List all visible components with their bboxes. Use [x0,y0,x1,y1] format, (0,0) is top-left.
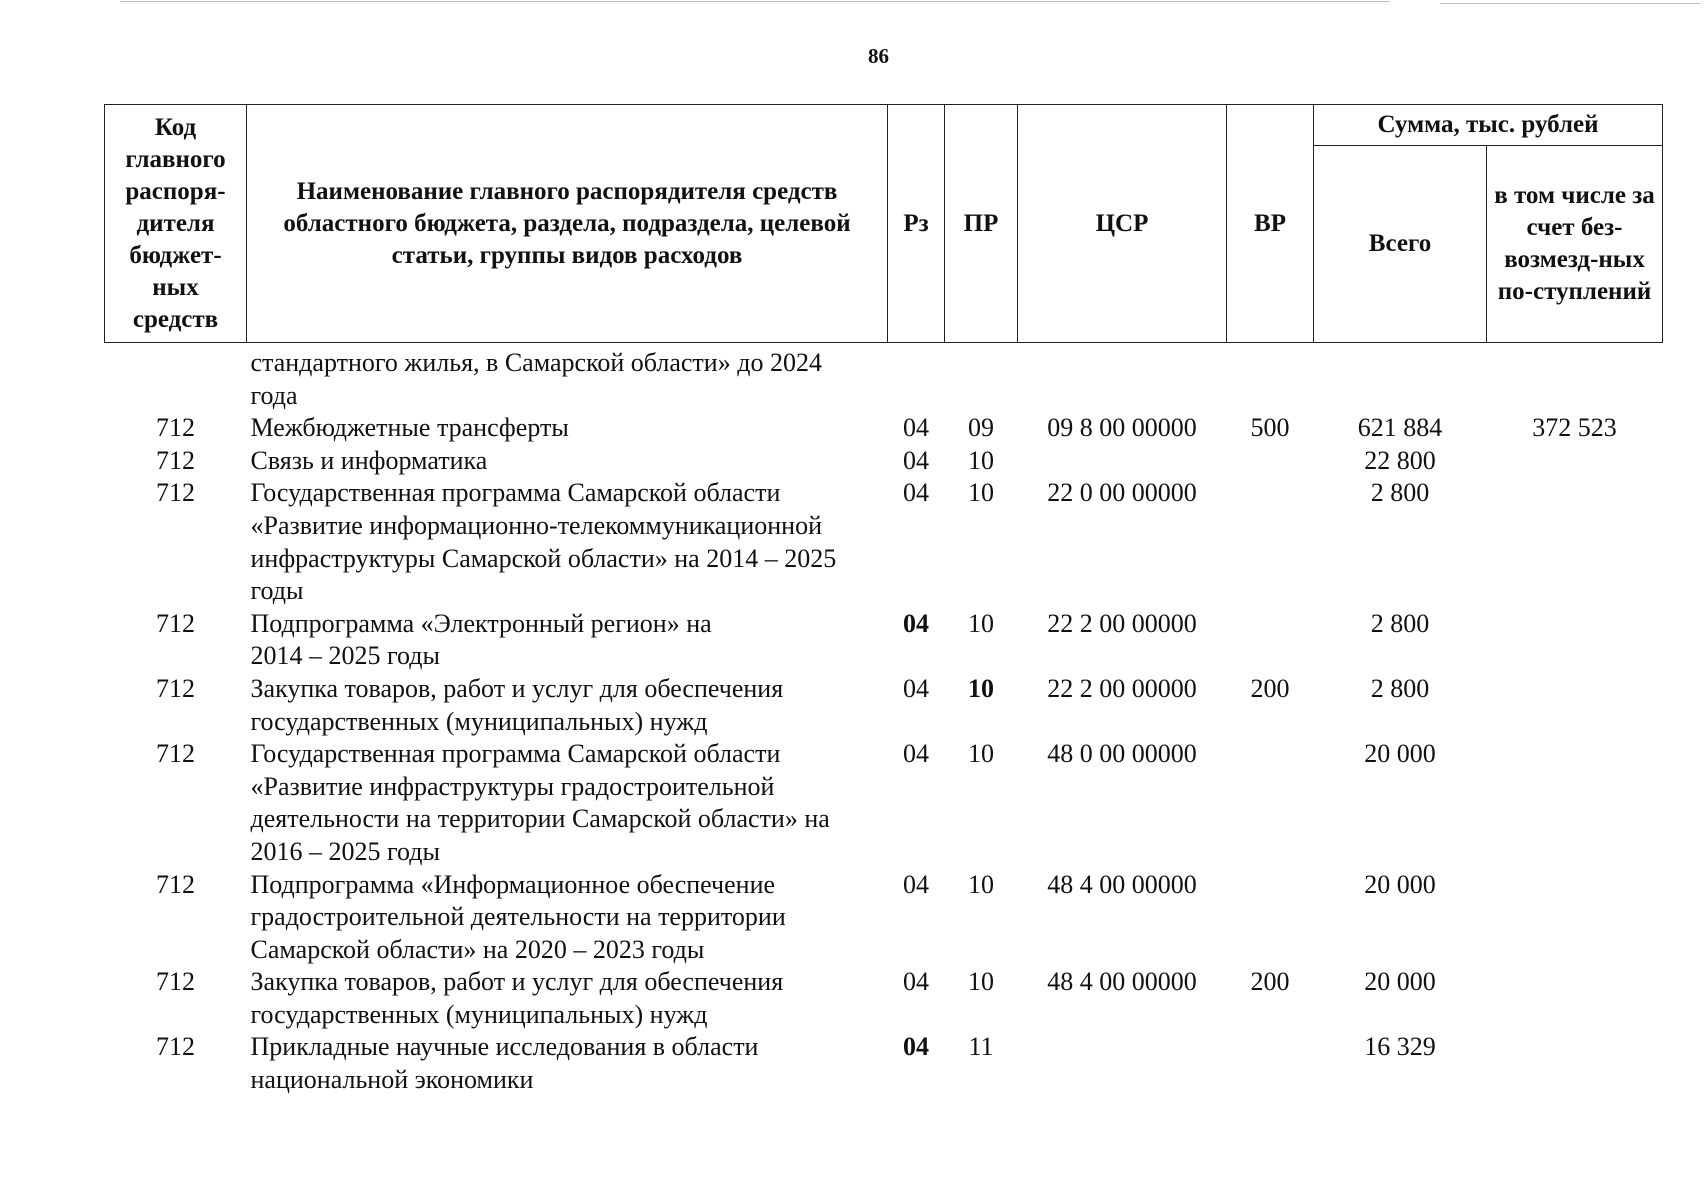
table-row [105,1031,1663,1096]
page-number: 86 [868,44,889,68]
cell-total: 621 884 [1357,413,1443,443]
header-gratuitous: в том числе за счет без-возмезд-ных по-ступлений [1487,146,1663,343]
header-name: Наименование главного распорядителя средств областного бюджета, раздела, подраздела, целевой статьи, группы видов расходов [247,105,888,343]
cell-code: 712 [156,478,195,508]
cell-csr [1018,445,1227,478]
header-pr: ПР [945,105,1018,343]
cell-name: Закупка товаров, работ и услуг для обеспечения государственных (муниципальных) нужд [250,967,784,1029]
cell-gratuitous [1487,608,1663,673]
cell-pr: 09 [968,413,994,443]
header-sum: Сумма, тыс. рублей [1314,105,1663,146]
budget-table [104,104,1663,1097]
cell-code: 712 [156,608,195,638]
cell-vr [1227,1031,1314,1096]
cell-csr: 22 2 00 00000 [1047,673,1197,703]
cell-pr: 10 [968,869,994,899]
cell-csr [1018,343,1227,413]
cell-name: Закупка товаров, работ и услуг для обеспечения государственных (муниципальных) нужд [250,673,784,736]
cell-total: 20 000 [1364,739,1436,769]
cell-total: 20 000 [1364,967,1436,997]
cell-vr [1227,477,1314,607]
cell-rz [888,343,945,413]
cell-rz: 04 [903,1032,929,1062]
cell-vr [1227,608,1314,673]
cell-rz: 04 [903,967,929,997]
table-row [105,412,1663,445]
header-csr: ЦСР [1018,105,1227,343]
cell-gratuitous [1487,673,1663,738]
cell-rz: 04 [903,445,929,475]
cell-code: 712 [156,869,195,899]
cell-code [105,343,247,413]
cell-csr: 48 0 00 00000 [1047,739,1197,769]
cell-rz: 04 [903,673,929,703]
cell-vr: 200 [1250,673,1290,703]
cell-pr: 10 [968,967,994,997]
scan-edge-line [1440,3,1700,4]
cell-total: 20 000 [1364,869,1436,899]
cell-total: 2 800 [1370,608,1430,638]
table-row [105,738,1663,868]
cell-code: 712 [156,739,195,769]
cell-code: 712 [156,673,195,703]
header-vr: ВР [1227,105,1314,343]
cell-gratuitous [1487,1031,1663,1096]
cell-csr [1018,1031,1227,1096]
cell-name: Связь и информатика [250,445,488,475]
cell-pr: 10 [968,739,994,769]
table-row [105,343,1663,413]
table-row [105,673,1663,738]
table-row [105,477,1663,607]
cell-code: 712 [156,413,195,443]
cell-name: Подпрограмма «Электронный регион» на 2014 – 2025 годы [250,608,712,671]
cell-vr [1227,445,1314,478]
cell-name: Прикладные научные исследования в области национальной экономики [250,1032,759,1095]
cell-total: 22 800 [1364,445,1436,475]
cell-total [1314,343,1487,413]
cell-vr: 200 [1250,967,1290,997]
cell-total: 16 329 [1364,1032,1436,1062]
cell-pr: 10 [968,608,994,638]
cell-vr [1227,343,1314,413]
cell-vr: 500 [1250,413,1290,443]
cell-total: 2 800 [1370,478,1430,508]
table-row [105,445,1663,478]
cell-csr: 09 8 00 00000 [1047,413,1197,443]
cell-pr: 10 [968,445,994,475]
cell-rz: 04 [903,413,929,443]
header-total: Всего [1314,146,1487,343]
cell-code: 712 [156,445,195,475]
cell-vr [1227,738,1314,868]
table-row [105,608,1663,673]
cell-rz: 04 [903,608,929,638]
cell-name: стандартного жилья, в Самарской области» до 2024 года [250,348,822,410]
cell-gratuitous [1487,445,1663,478]
cell-gratuitous: 372 523 [1532,413,1617,443]
scan-edge-line [120,1,1390,2]
cell-name: Государственная программа Самарской области «Развитие информационно-телекоммуникационной инфраструктуры Самарской области» на 2014 – 2025 годы [250,478,837,606]
cell-gratuitous [1487,966,1663,1031]
header-code: Код главного распоря-дителя бюджет-ных средств [105,105,247,343]
cell-pr: 11 [968,1032,994,1062]
cell-csr: 48 4 00 00000 [1047,967,1197,997]
cell-code: 712 [156,967,195,997]
cell-rz: 04 [903,869,929,899]
header-rz: Рз [888,105,945,343]
cell-csr: 22 2 00 00000 [1047,608,1197,638]
cell-gratuitous [1487,869,1663,967]
cell-rz: 04 [903,478,929,508]
cell-name: Государственная программа Самарской области «Развитие инфраструктуры градостроительной деятельности на территории Самарской области» на 2016 – 2025 годы [250,739,830,866]
cell-pr: 10 [968,478,994,508]
cell-gratuitous [1487,477,1663,607]
cell-rz: 04 [903,739,929,769]
cell-pr [945,343,1018,413]
cell-code: 712 [156,1032,195,1062]
cell-csr: 48 4 00 00000 [1047,869,1197,899]
cell-name: Подпрограмма «Информационное обеспечение градостроительной деятельности на территории Самарской области» на 2020 – 2023 годы [250,869,786,964]
table-row [105,869,1663,967]
table-row [105,966,1663,1031]
cell-gratuitous [1487,738,1663,868]
cell-gratuitous [1487,343,1663,413]
cell-name: Межбюджетные трансферты [250,413,569,443]
cell-total: 2 800 [1370,673,1430,703]
cell-csr: 22 0 00 00000 [1047,478,1197,508]
cell-vr [1227,869,1314,967]
cell-pr: 10 [968,673,994,703]
